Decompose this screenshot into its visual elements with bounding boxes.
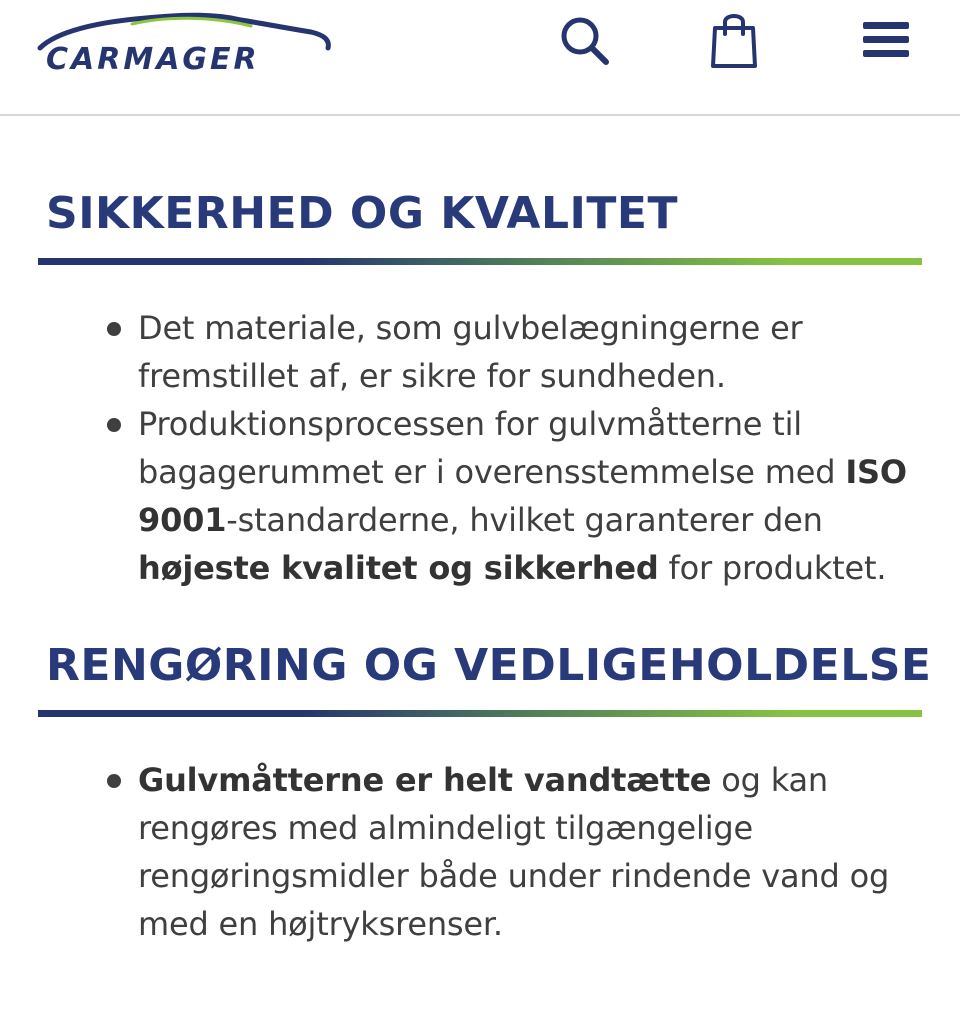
carmager-logo[interactable] xyxy=(36,4,336,77)
safety-list xyxy=(0,304,960,592)
list-item xyxy=(0,304,960,400)
list-item xyxy=(0,400,960,592)
menu-button[interactable] xyxy=(856,10,916,70)
shopping-bag-icon xyxy=(709,10,759,70)
cleaning-list xyxy=(0,756,960,948)
bullet-text: Produktionsprocessen for gulvmåtterne til bagagerummet er i overensstemmelse med xyxy=(138,405,846,491)
bullet-text: og kan rengøres med almindeligt tilgængelige rengøringsmidler både under rindende vand og med en højtryksrenser. xyxy=(138,761,890,943)
bullet-text: Det materiale, som gulvbelægningerne er fremstillet af, er sikre for sundheden. xyxy=(138,309,803,395)
search-button[interactable] xyxy=(554,10,614,70)
search-icon xyxy=(558,14,610,66)
site-header xyxy=(0,0,960,116)
title-divider xyxy=(38,710,922,717)
bullet-text: for produktet. xyxy=(658,549,887,587)
title-divider xyxy=(38,258,922,265)
bullet-text: -standarderne, hvilket garanterer den xyxy=(226,501,823,539)
list-item xyxy=(0,756,960,948)
section-title-cleaning: RENGØRING OG VEDLIGEHOLDELSE xyxy=(46,640,932,691)
section-title-safety: SIKKERHED OG KVALITET xyxy=(46,188,678,239)
hamburger-menu-icon xyxy=(861,18,911,62)
bullet-bold-text: Gulvmåtterne er helt vandtætte xyxy=(138,761,712,799)
bullet-bold-text: ISO 9001 xyxy=(138,453,907,539)
logo-wordmark: CARMAGER xyxy=(46,42,260,77)
cart-button[interactable] xyxy=(704,10,764,70)
bullet-bold-text: højeste kvalitet og sikkerhed xyxy=(138,549,659,587)
